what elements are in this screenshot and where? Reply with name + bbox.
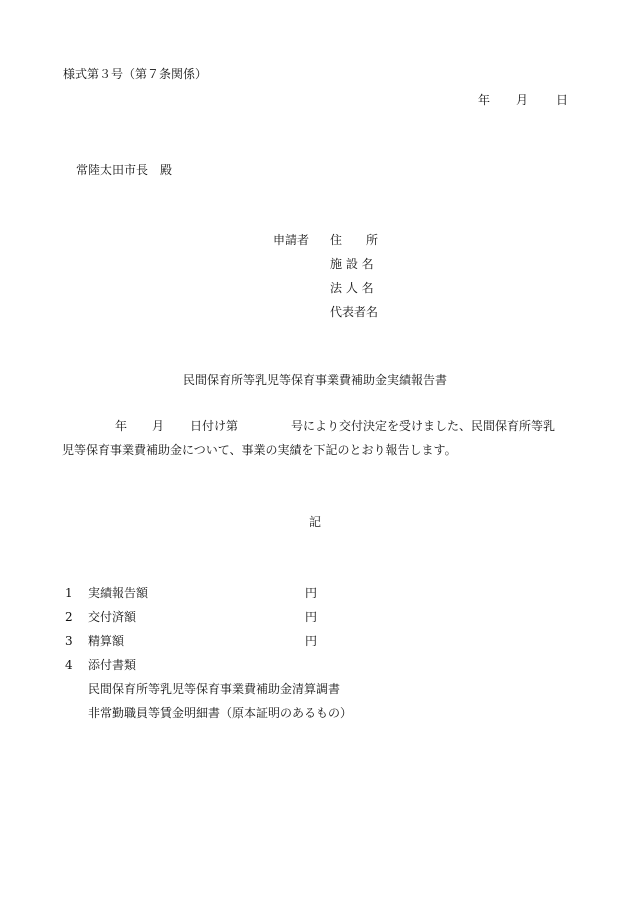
document-title: 民間保育所等乳児等保育事業費補助金実績報告書 (182, 373, 447, 387)
item-unit: 円 (305, 586, 318, 600)
date-day-label: 日 (556, 93, 569, 107)
item-number: 4 (65, 658, 73, 672)
item-label-settlement-amount: 精算額 (88, 634, 125, 648)
applicant-representative-field: 代表者名 (330, 305, 379, 319)
body-line-2-text: 児等保育事業費補助金について、事業の実績を下記のとおり報告します。 (62, 443, 457, 457)
attachment-item: 非常勤職員等賃金明細書（原本証明のあるもの） (88, 706, 353, 720)
item-unit: 円 (305, 634, 318, 648)
date-month-label: 月 (516, 93, 529, 107)
item-number: 3 (65, 634, 73, 648)
body-year-label: 年 (115, 419, 128, 433)
ki-heading: 記 (308, 515, 321, 529)
report-body (62, 420, 582, 468)
item-label-granted-amount: 交付済額 (88, 610, 137, 624)
body-day-number-label: 日付け第 (190, 419, 239, 433)
item-number: 2 (65, 610, 73, 624)
item-number: 1 (65, 586, 73, 600)
item-label-attachments: 添付書類 (88, 658, 137, 672)
applicant-corporation-field: 法 人 名 (330, 281, 374, 295)
applicant-facility-field: 施 設 名 (330, 257, 374, 271)
body-month-label: 月 (152, 419, 165, 433)
report-body-line-1 (62, 420, 582, 444)
addressee: 常陸太田市長 殿 (76, 163, 173, 177)
applicant-label: 申請者 (273, 233, 310, 247)
date-year-label: 年 (478, 93, 491, 107)
body-line-1-tail: 号により交付決定を受けました、民間保育所等乳 (291, 419, 556, 433)
form-number: 様式第３号（第７条関係） (63, 67, 208, 81)
attachment-item: 民間保育所等乳児等保育事業費補助金清算調書 (88, 682, 341, 696)
item-label-actual-amount: 実績報告額 (88, 586, 149, 600)
report-body-line-2 (62, 444, 582, 468)
item-unit: 円 (305, 610, 318, 624)
applicant-address-field: 住 所 (330, 233, 379, 247)
